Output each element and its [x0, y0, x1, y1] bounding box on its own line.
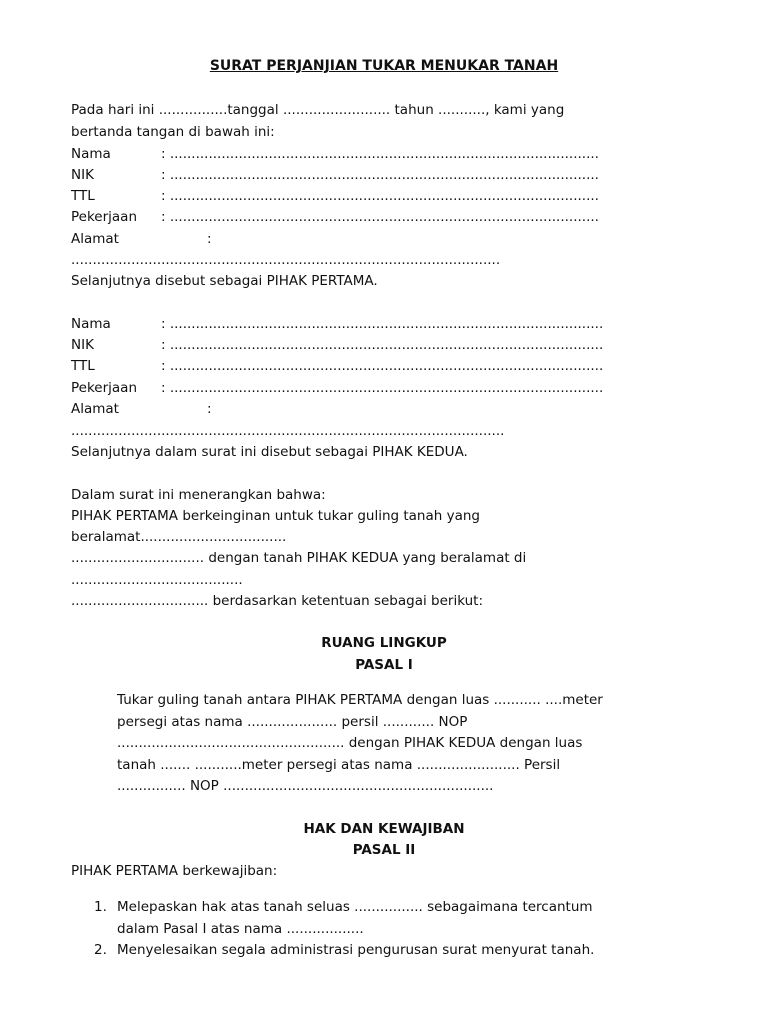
section-1-pasal: PASAL I	[355, 657, 413, 673]
second-party-closing: Selanjutnya dalam surat ini disebut sebagai PIHAK KEDUA.	[71, 444, 468, 460]
second-party-nik-value: : .....................................................................................................	[161, 337, 604, 353]
second-party-alamat-colon: :	[207, 401, 212, 417]
list-item-2-line-1: Menyelesaikan segala administrasi pengurusan surat menyurat tanah.	[117, 942, 595, 958]
statement-line-5: ........................................	[71, 572, 243, 588]
first-party-pekerjaan-value: : ....................................................................................................	[161, 209, 599, 225]
first-party-nama-label: Nama	[71, 146, 111, 162]
first-party-nik-value: : ....................................................................................................	[161, 167, 599, 183]
section-1-line-1: Tukar guling tanah antara PIHAK PERTAMA dengan luas ........... ....meter	[117, 692, 603, 708]
statement-line-1: Dalam surat ini menerangkan bahwa:	[71, 487, 326, 503]
section-2-lead: PIHAK PERTAMA berkewajiban:	[71, 863, 278, 879]
first-party-alamat-colon: :	[207, 231, 212, 247]
first-party-nik-label: NIK	[71, 167, 94, 183]
document-title: SURAT PERJANJIAN TUKAR MENUKAR TANAH	[209, 58, 559, 74]
intro-line-2: bertanda tangan di bawah ini:	[71, 124, 275, 140]
second-party-alamat-label: Alamat	[71, 401, 119, 417]
second-party-nama-label: Nama	[71, 316, 111, 332]
section-1-line-4: tanah ....... ...........meter persegi atas nama ........................ Persil	[117, 757, 561, 773]
statement-line-6: ................................ berdasarkan ketentuan sebagai berikut:	[71, 593, 484, 609]
section-2-heading: HAK DAN KEWAJIBAN	[303, 821, 465, 837]
list-item-2-number: 2.	[94, 942, 107, 958]
second-party-nik-label: NIK	[71, 337, 94, 353]
first-party-ttl-label: TTL	[71, 188, 95, 204]
statement-line-3: beralamat..................................	[71, 529, 287, 545]
list-item-1-line-2: dalam Pasal I atas nama ..................	[117, 921, 364, 937]
statement-line-4: ............................... dengan tanah PIHAK KEDUA yang beralamat di	[71, 550, 527, 566]
first-party-alamat-label: Alamat	[71, 231, 119, 247]
list-item-1-line-1: Melepaskan hak atas tanah seluas ................ sebagaimana tercantum	[117, 899, 593, 915]
section-1-heading: RUANG LINGKUP	[321, 635, 447, 651]
statement-line-2: PIHAK PERTAMA berkeinginan untuk tukar guling tanah yang	[71, 508, 480, 524]
first-party-ttl-value: : ....................................................................................................	[161, 188, 599, 204]
list-item-1-number: 1.	[94, 899, 107, 915]
second-party-pekerjaan-value: : .....................................................................................................	[161, 380, 604, 396]
second-party-ttl-label: TTL	[71, 358, 95, 374]
second-party-alamat-value: .....................................................................................................	[71, 423, 505, 439]
section-1-line-2: persegi atas nama ..................... persil ............ NOP	[117, 714, 468, 730]
second-party-pekerjaan-label: Pekerjaan	[71, 380, 138, 396]
first-party-pekerjaan-label: Pekerjaan	[71, 209, 138, 225]
first-party-closing: Selanjutnya disebut sebagai PIHAK PERTAMA.	[71, 273, 378, 289]
intro-line-1: Pada hari ini ................tanggal ......................... tahun ..........., kami yang	[71, 102, 565, 118]
first-party-alamat-value: ....................................................................................................	[71, 252, 501, 268]
section-2-pasal: PASAL II	[352, 842, 416, 858]
section-1-line-5: ................ NOP ...............................................................	[117, 778, 494, 794]
first-party-nama-value: : ....................................................................................................	[161, 146, 599, 162]
second-party-ttl-value: : .....................................................................................................	[161, 358, 604, 374]
second-party-nama-value: : .....................................................................................................	[161, 316, 604, 332]
section-1-line-3: ..................................................... dengan PIHAK KEDUA dengan luas	[117, 735, 583, 751]
